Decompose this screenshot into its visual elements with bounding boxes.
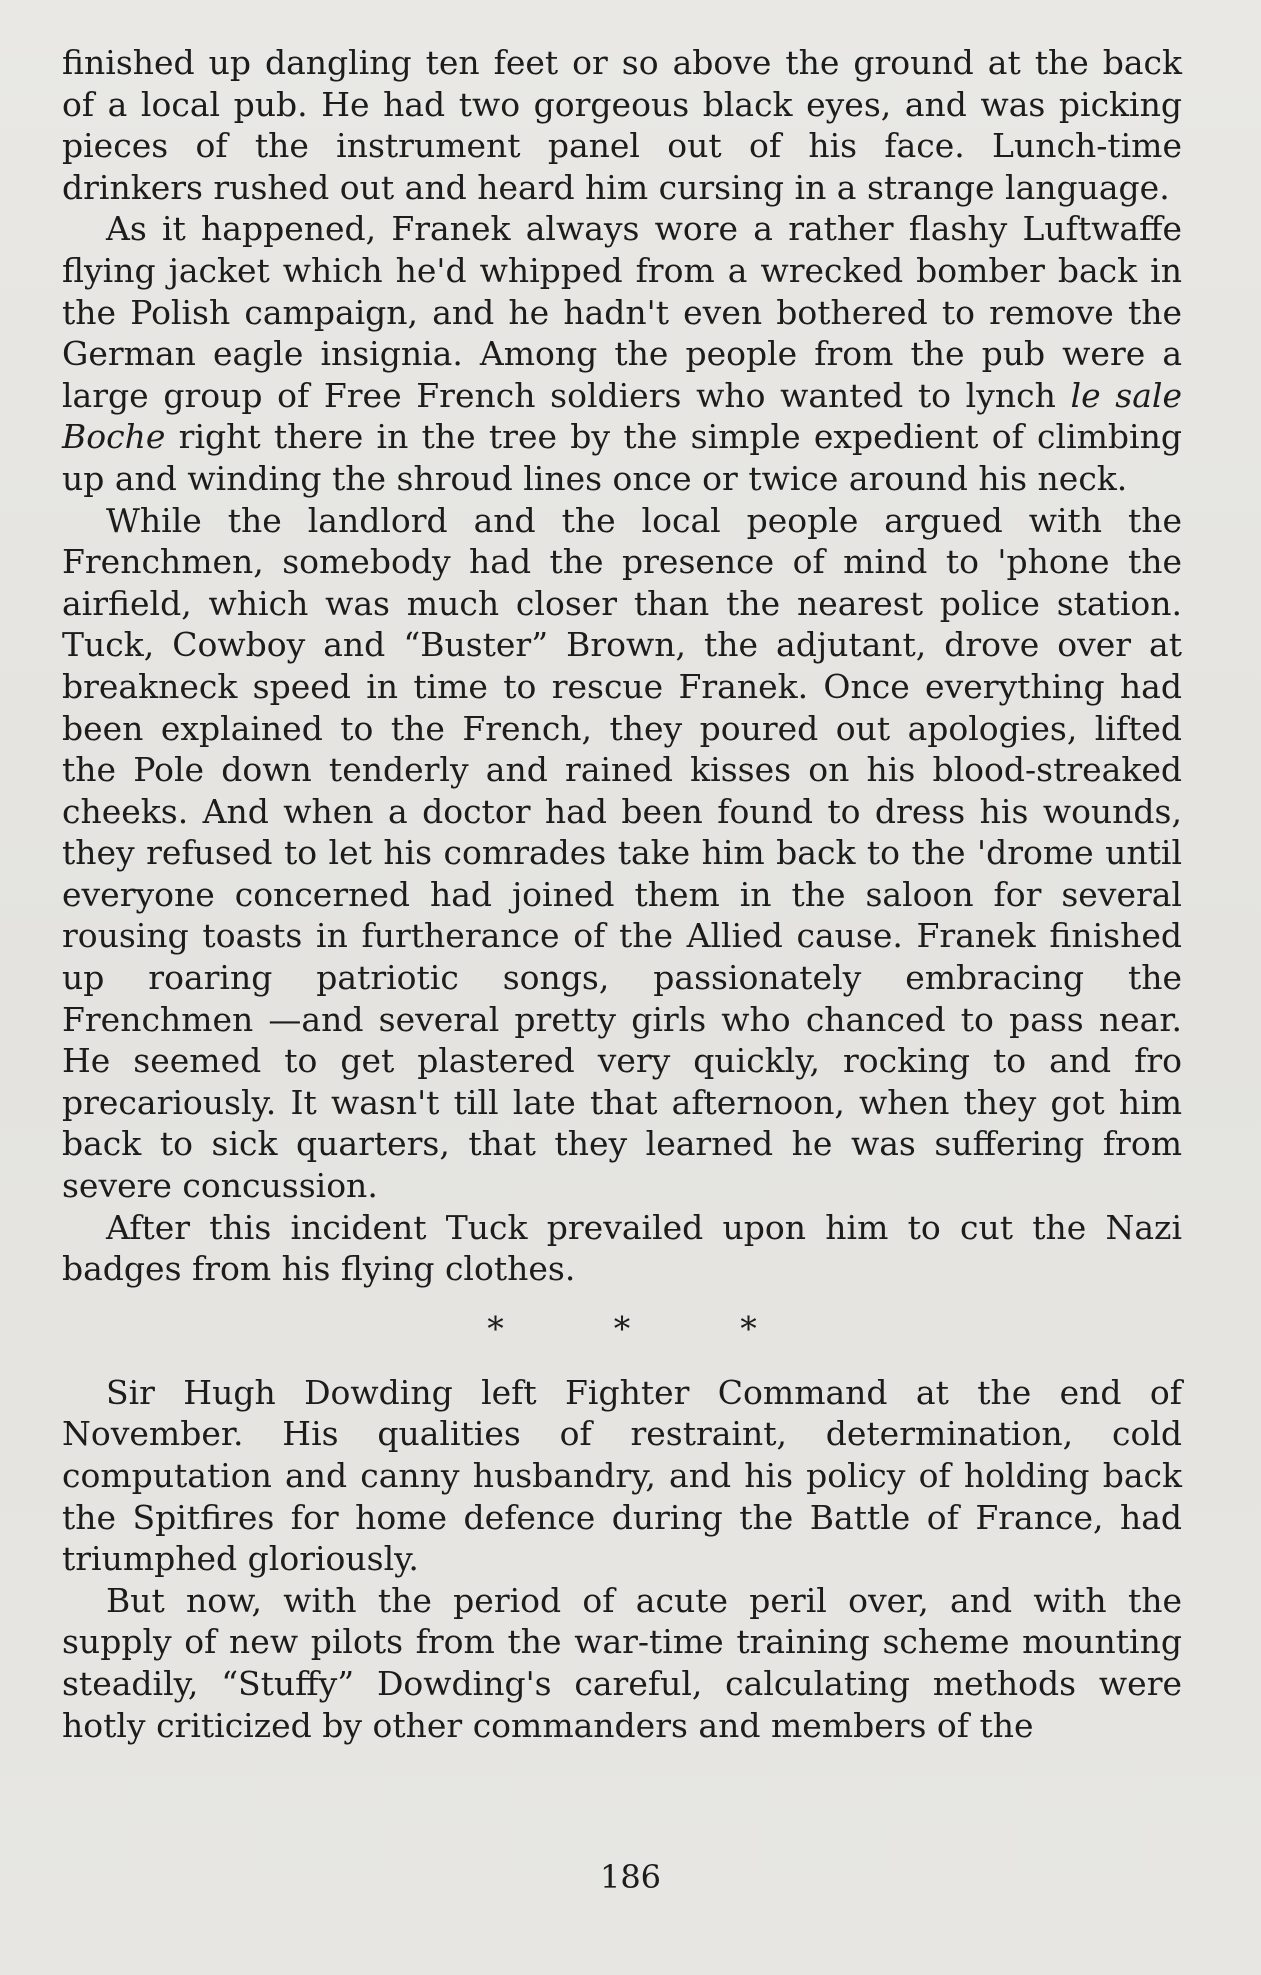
paragraph-luftwaffe-jacket <box>62 208 1182 499</box>
paragraph-continuation: finished up dangling ten feet or so above the ground at the back of a local pub. He had two gorgeous black eyes, and was picking pieces of the instrument panel out of his face. Lunch-time drinkers rushed out and heard him cursing in a strange language. <box>62 43 1182 207</box>
section-break <box>62 1308 1182 1350</box>
paragraph-dowding: Sir Hugh Dowding left Fighter Command at the end of November. His qualities of restraint, determination, cold computation and canny husbandry, and his policy of holding back the Spitfires for home defence during the Battle of France, had triumphed gloriously. <box>62 1372 1182 1579</box>
paragraph-text: right there in the tree by the simple expedient of climbing up and winding the shroud lines once or twice around his neck. <box>62 417 1182 498</box>
paragraph-criticism: But now, with the period of acute peril over, and with the supply of new pilots from the war-time training scheme mounting steadily, “Stuffy” Dowding's careful, calculating methods were hotly criticized by other commanders and members of the <box>62 1580 1182 1745</box>
body-text <box>62 42 1182 1746</box>
section-break-star: * <box>487 1308 504 1348</box>
paragraph-badges: After this incident Tuck prevailed upon him to cut the Nazi badges from his flying clothes. <box>62 1207 1182 1289</box>
section-break-star: * <box>740 1308 757 1348</box>
section-break-star: * <box>613 1308 631 1348</box>
paragraph-rescue: While the landlord and the local people argued with the Frenchmen, somebody had the presence of mind to 'phone the airfield, which was much closer than the nearest police station. Tuck, Cowboy and “Buster” Brown, the adjutant, drove over at breakneck speed in time to rescue Franek. Once everything had been explained to the French, they poured out apologies, lifted the Pole down tenderly and rained kisses on his blood-streaked cheeks. And when a doctor had been found to dress his wounds, they refused to let his comrades take him back to the 'drome until everyone concerned had joined them in the saloon for several rousing toasts in furtherance of the Allied cause. Franek finished up roaring patriotic songs, passionately embracing the Frenchmen —and several pretty girls who chanced to pass near. He seemed to get plastered very quickly, rocking to and fro precariously. It wasn't till late that afternoon, when they got him back to sick quarters, that they learned he was suffering from severe concussion. <box>62 500 1182 1206</box>
page-number: 186 <box>599 1858 662 1896</box>
italic-phrase: le sale Boche <box>62 375 1182 457</box>
paragraph-text: As it happened, Franek always wore a rather flashy Luftwaffe flying jacket which he'd whipped from a wrecked bomber back in the Polish campaign, and he hadn't even bothered to remove the German eagle insignia. Among the people from the pub were a large group of Free French soldiers who wanted to lynch <box>62 209 1182 415</box>
